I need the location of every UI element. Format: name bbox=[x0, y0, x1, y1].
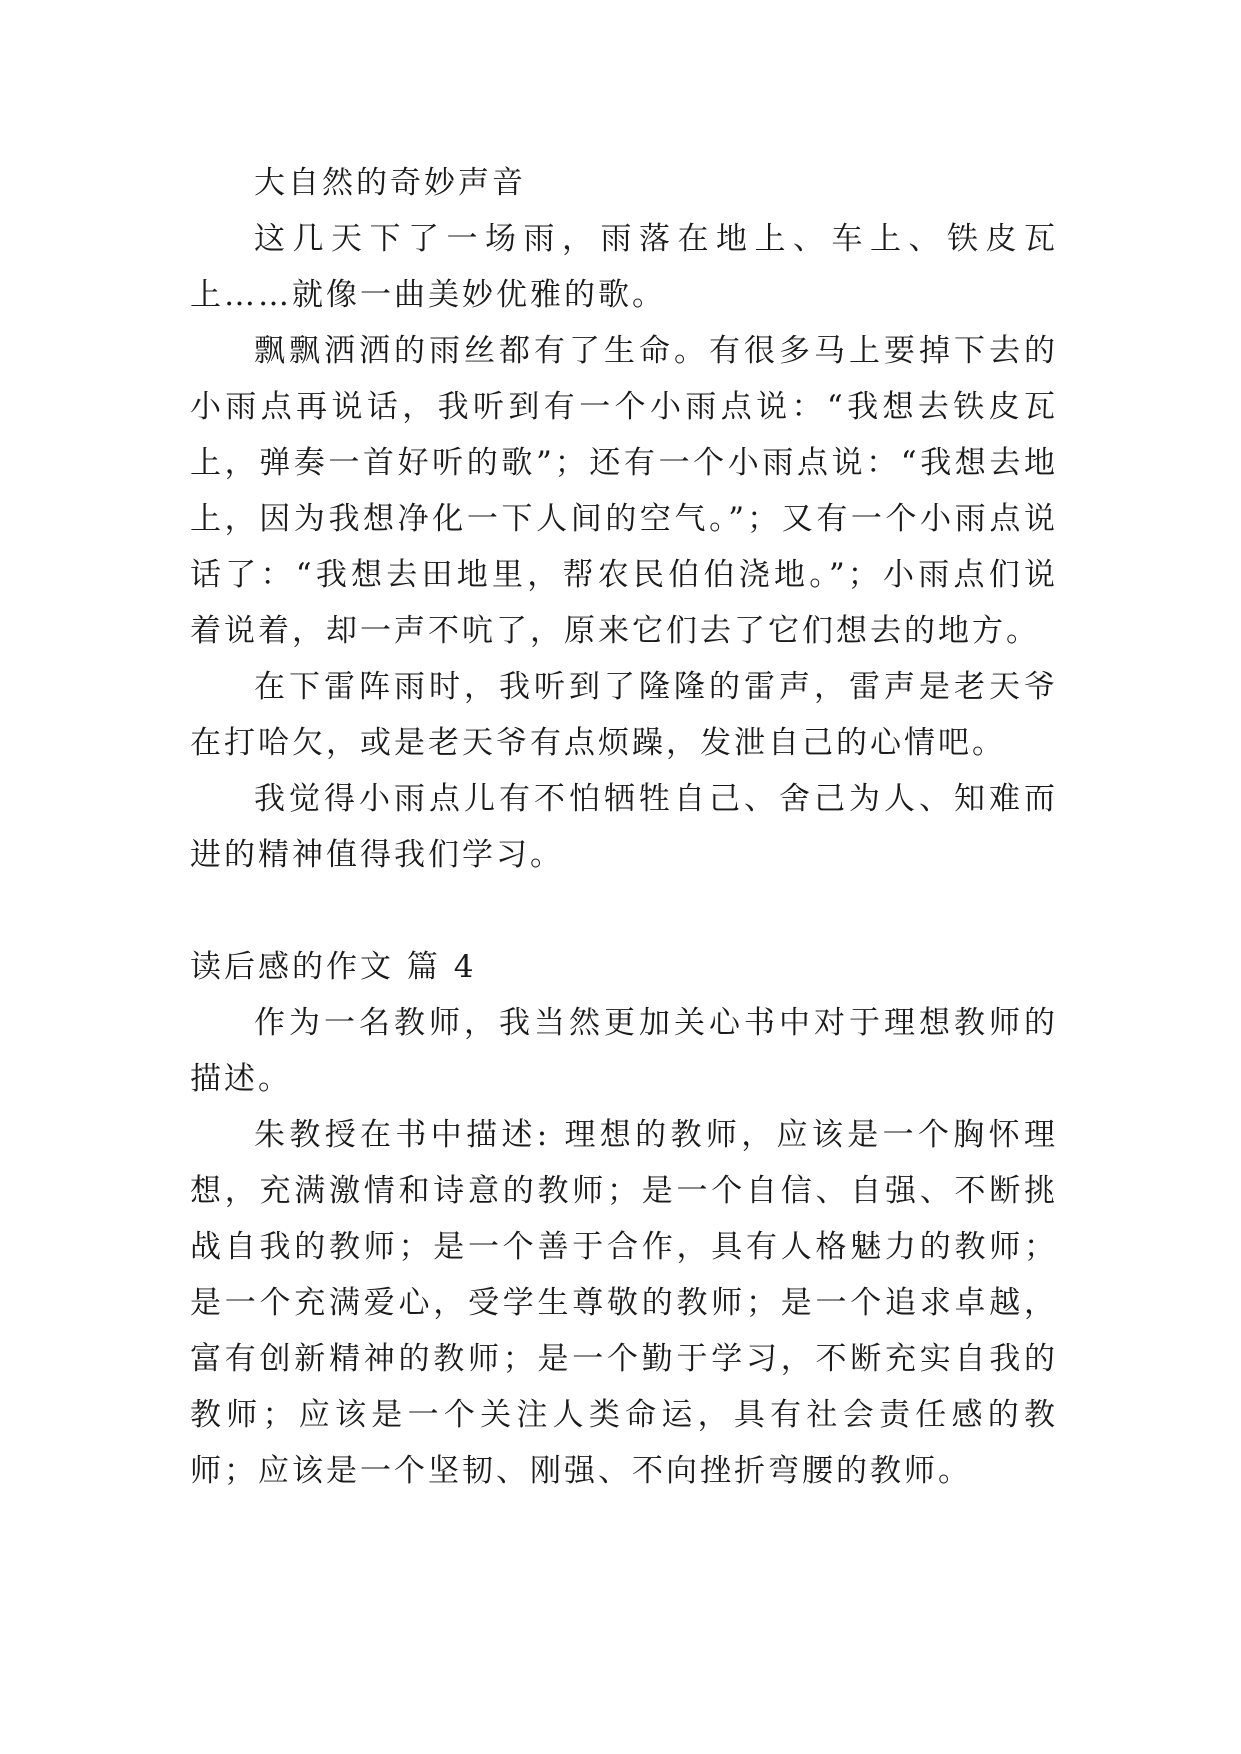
section-heading: 读后感的作文 篇 4 bbox=[190, 949, 477, 985]
essay-title: 大自然的奇妙声音 bbox=[254, 165, 526, 201]
paragraph: 我觉得小雨点儿有不怕牺牲自己、舍己为人、知难而进的精神值得我们学习。 bbox=[190, 781, 1058, 873]
paragraph: 飘飘洒洒的雨丝都有了生命。有很多马上要掉下去的小雨点再说话，我听到有一个小雨点说：“我想去铁皮瓦上，弹奏一首好听的歌”；还有一个小雨点说：“我想去地上，因为我想净化一下人间的空气。”；又有一个小雨点说话了：“我想去田地里，帮农民伯伯浇地。”；小雨点们说着说着，却一声不吭了，原来它们去了它们想去的地方。 bbox=[190, 333, 1058, 649]
paragraph: 这几天下了一场雨，雨落在地上、车上、铁皮瓦上……就像一曲美妙优雅的歌。 bbox=[190, 221, 1058, 313]
paragraph: 在下雷阵雨时，我听到了隆隆的雷声，雷声是老天爷在打哈欠，或是老天爷有点烦躁，发泄自己的心情吧。 bbox=[190, 669, 1058, 761]
document-body bbox=[190, 155, 1058, 1499]
paragraph: 作为一名教师，我当然更加关心书中对于理想教师的描述。 bbox=[190, 1005, 1058, 1097]
paragraph: 朱教授在书中描述: 理想的教师，应该是一个胸怀理想，充满激情和诗意的教师；是一个自信、自强、不断挑战自我的教师；是一个善于合作，具有人格魅力的教师；是一个充满爱心，受学生尊敬的教师；是一个追求卓越，富有创新精神的教师；是一个勤于学习，不断充实自我的教师；应该是一个关注人类命运，具有社会责任感的教师；应该是一个坚韧、刚强、不向挫折弯腰的教师。 bbox=[190, 1117, 1058, 1489]
